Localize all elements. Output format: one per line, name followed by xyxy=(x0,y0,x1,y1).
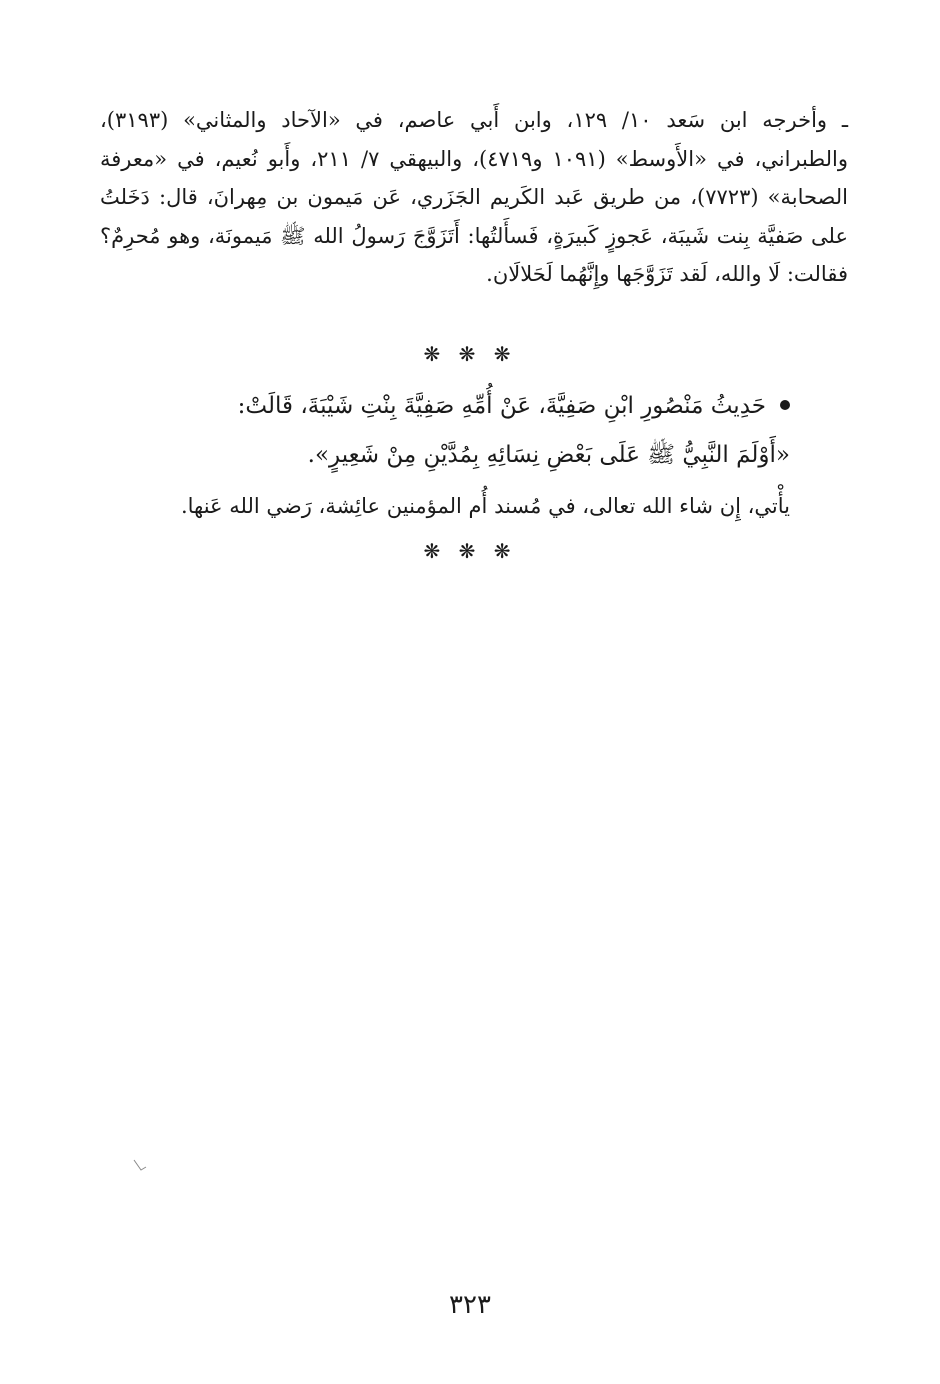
section-separator: ❋ ❋ ❋ xyxy=(423,342,517,366)
hadith-title-text: حَدِيثُ مَنْصُورِ ابْنِ صَفِيَّةَ، عَنْ أُمِّهِ صَفِيَّةَ بِنْتِ شَيْبَةَ، قَالَتْ: xyxy=(237,393,766,419)
source-paragraph xyxy=(100,101,848,294)
source-line-1: ـ وأخرجه ابن سَعد ١٠/ ١٢٩، وابن أَبي عاصم، في «الآحاد والمثاني» (٣١٩٣)، xyxy=(100,108,848,132)
source-line-2: والطبراني، في «الأَوسط» (١٠٩١ و٤٧١٩)، والبيهقي ٧/ ٢١١، وأَبو نُعيم، في «معرفة xyxy=(100,146,848,171)
source-line-3: الصحابة» (٧٧٢٣)، من طريق عَبد الكَريم الجَزَري، عَن مَيمون بن مِهرانَ، قال: دَخَلتُ xyxy=(100,185,848,209)
cross-reference-note: يأْتي، إِن شاء الله تعالى، في مُسند أُم المؤمنين عائِشة، رَضي الله عَنها. xyxy=(180,494,790,518)
pencil-mark-icon xyxy=(132,1158,148,1174)
hadith-text: «أَوْلَمَ النَّبِيُّ ﷺ عَلَى بَعْضِ نِسَائِهِ بِمُدَّيْنِ مِنْ شَعِيرٍ». xyxy=(307,442,790,468)
section-separator-end: ❋ ❋ ❋ xyxy=(423,539,517,563)
bullet-icon xyxy=(780,400,790,410)
page-number: ٣٢٣ xyxy=(449,1290,491,1320)
source-line-4: على صَفيَّة بِنت شَيبَة، عَجوزٍ كَبيرَةٍ، فَسأَلتُها: أَتَزَوَّجَ رَسولُ الله ﷺ مَيمونَة، وهو مُحرِمٌ؟ xyxy=(100,223,848,248)
hadith-heading xyxy=(150,383,790,429)
source-line-5: فقالت: لَا والله، لَقد تَزَوَّجَها وإِنَّهُما لَحَلالَان. xyxy=(486,262,848,286)
